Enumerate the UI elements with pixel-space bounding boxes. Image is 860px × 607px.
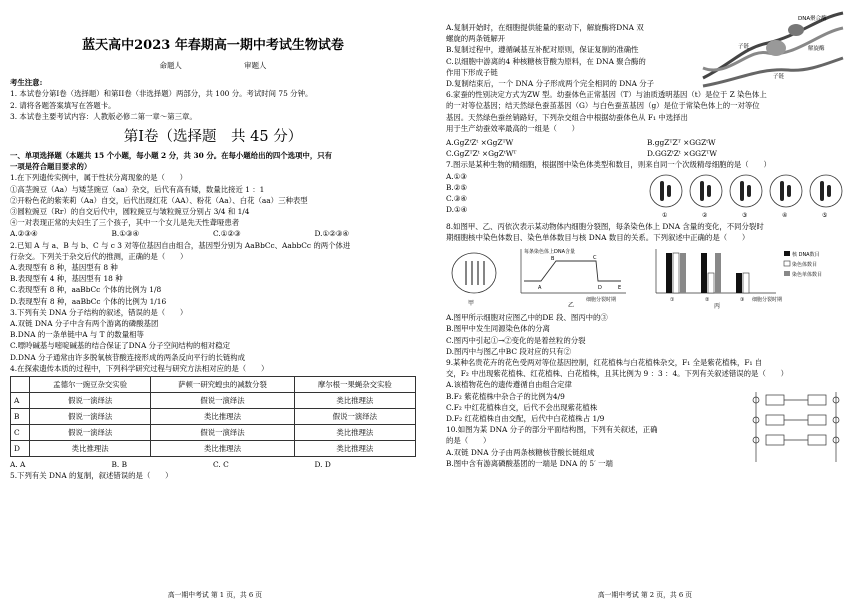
page-footer: 高一期中考试 第 1 页，共 6 页 (167, 590, 263, 599)
table-header-row (11, 377, 416, 393)
exam-title: 蓝天高中2023 年春期高一期中考试生物试卷 (82, 38, 344, 53)
option: A.②③④ (10, 229, 38, 239)
point-label: C (593, 255, 597, 262)
option: D.①②③④ (314, 229, 350, 239)
maker-label: 命题人 (159, 61, 182, 70)
question-line: 3.下列有关 DNA 分子结构的叙述，错误的是（ ） (10, 307, 188, 317)
question-line: ④一对表现正常的夫妇生了三个孩子，其中一个女儿是先天性聋哑患者 (10, 218, 240, 228)
question-line: B.图中含有游离磷酸基团的一端是 DNA 的 5′ 一端 (446, 458, 613, 468)
option: B.图甲中发生同源染色体的分离 (446, 324, 550, 334)
question-line: C.表现型有 8 种，aaBbCc 个体的比例为 1/8 (10, 285, 162, 295)
fig-label: 子链 (738, 44, 750, 50)
question-line: D.DNA 分子通常由许多脱氧核苷酸连接形成的两条反向平行的长链构成 (10, 352, 246, 362)
option: B.②⑤ (446, 182, 468, 192)
table-row (11, 441, 416, 457)
question-line: A.双链 DNA 分子中含有两个游离的磷酸基团 (10, 319, 159, 329)
question-line: A.双链 DNA 分子由两条核糖核苷酸长链组成 (446, 447, 595, 457)
question-line: 4.在探索遗传本质的过程中，下列科学研究过程与研究方法相对应的是（ ） (10, 363, 269, 373)
table-cell: 类比推理法 (151, 409, 294, 425)
fig-label: 丙 (714, 303, 721, 310)
question-line: 5.下列有关 DNA 的复制，叙述错误的是（ ） (10, 471, 173, 481)
option: 作用下形成子链 (446, 67, 498, 77)
sperm-cells-figure (646, 171, 846, 221)
table-header: 萨顿一研究蝗虫的减数分裂 (151, 377, 294, 393)
q7-block (446, 171, 848, 221)
table-cell: 假说一演绎法 (151, 393, 294, 409)
option: D. D (314, 460, 331, 470)
q9-q10-block (446, 357, 848, 469)
question-line: 期细胞核中染色体数目、染色单体数目与核 DNA 数目的关系。下列叙述中正确的是（ ） (446, 232, 750, 242)
question-line: 8.如图甲、乙、丙依次表示某动物体内细胞分裂图，每条染色体上 DNA 含量的变化，不同分裂时 (446, 221, 764, 231)
section-title: 第I卷（选择题 共 45 分） (123, 129, 303, 146)
table-cell: 假说一演绎法 (30, 409, 151, 425)
table-cell: 假说一演绎法 (151, 425, 294, 441)
methods-table (10, 376, 416, 457)
part-heading: 一、单项选择题（本题共 15 个小题，每小题 2 分，共 30 分。在每小题给出的四个选项中，只有 (10, 151, 332, 161)
option: 螺旋的两条链解开 (446, 34, 506, 44)
question-line: 基因。天然绿色蚕丝销路好，下列杂交组合中根据幼蚕体色从 F₁ 中选择出 (446, 112, 688, 122)
option: B. B (111, 460, 128, 470)
question-line: C.F₂ 中红花植株自交，后代不会出现紫花植株 (446, 402, 598, 412)
question-line: 10.如图为某 DNA 分子的部分平面结构图，下列有关叙述，正确 (446, 425, 658, 435)
table-cell: 类比推理法 (151, 441, 294, 457)
question-line: A.该植物花色的遗传遵循自由组合定律 (446, 380, 572, 390)
option: D.图丙中与图乙中BC 段对应的只有② (446, 346, 572, 356)
fig-label: 子链 (773, 74, 785, 80)
question-line: 2.已知 A 与 a、B 与 b、C 与 c 3 对等位基因自由组合，基因型分别为 AaBbCc、AabbCc 的两个体进 (10, 240, 351, 250)
group-label: ③ (740, 297, 745, 304)
fig-label: 解旋酶 (808, 46, 825, 52)
legend-entry: 核 DNA数目 (792, 252, 820, 259)
page-footer: 高一期中考试 第 2 页，共 6 页 (597, 590, 693, 599)
fig-label: DNA聚合酶 (798, 16, 827, 22)
option: C.③④ (446, 194, 467, 204)
notes-heading: 考生注意: (10, 78, 43, 88)
option: C. C (213, 460, 229, 470)
dna-replication-figure (698, 8, 848, 88)
question-line: ③圆粒豌豆（Rr）的自交后代中，圆粒豌豆与皱粒豌豆分别占 3/4 和 1/4 (10, 207, 250, 217)
option: C.图丙中引起①→②变化的是着丝粒的分裂 (446, 335, 586, 345)
point-label: A (538, 285, 542, 292)
option: B.复制过程中，遵循碱基互补配对原则，保证复制的准确性 (446, 45, 639, 55)
table-header: 摩尔根一果蝇杂交实验 (294, 377, 415, 393)
question-line: B.F₂ 紫花植株中杂合子的比例为4/9 (446, 391, 565, 401)
table-row (11, 393, 416, 409)
page-2 (430, 0, 860, 607)
option: C.以细胞中游离的4 种核糖核苷酸为原料，在 DNA 聚合酶的 (446, 56, 646, 66)
question-line: 的是（ ） (446, 436, 491, 446)
table-cell: A (11, 393, 30, 409)
question-line: D.F₂ 红花植株自由交配，后代中白花植株占 1/9 (446, 414, 605, 424)
point-label: D (598, 285, 602, 292)
question-line: B.表现型有 4 种，基因型有 18 种 (10, 274, 123, 284)
cell-division-figure (446, 243, 846, 309)
option: D.GGZᵗZᵗ ×GGZᵀW (647, 149, 717, 159)
fig-label: ② (702, 211, 708, 219)
question-line: 1.在下列遗传实例中，属于性状分离现象的是（ ） (10, 173, 188, 183)
question-line: ①高茎豌豆（Aa）与矮茎豌豆（aa）杂交，后代有高有矮，数量比接近 1 ：1 (10, 184, 265, 194)
fig-label: ⑤ (822, 211, 828, 219)
question-line: 6.家蚕的性别决定方式为ZW 型。幼蚕体色正常基因（T）与油质透明基因（t）是位于 Z 染色体上 (446, 90, 767, 100)
option: D.复制结束后，一个 DNA 分子形成两个完全相同的 DNA 分子 (446, 79, 655, 89)
option: C.GgZᵀZᵗ ×GgZᵗWᵀ (446, 149, 517, 159)
fig-label: ③ (742, 211, 748, 219)
note-line: 1. 本试卷分第I卷（选择题）和第II卷（非选择题）两部分，共 100 分。考试时间 75 分钟。 (10, 89, 313, 99)
table-cell: 假说一演绎法 (294, 409, 415, 425)
fig-label: 细胞分裂时期 (752, 297, 783, 304)
group-label: ② (705, 297, 710, 304)
fig-label: ④ (782, 211, 788, 219)
point-label: B (551, 256, 555, 263)
table-cell: 假说一演绎法 (30, 425, 151, 441)
table-cell: 类比推理法 (294, 425, 415, 441)
option: A.复制开始时，在细胞提供能量的驱动下，解旋酶将DNA 双 (446, 23, 644, 32)
question-line: 交，F₂ 中出现紫花植株、红花植株、白花植株，且其比例为 9 ：3 ：4。下列有关叙述错误的是（ ） (446, 369, 789, 379)
option: A. A (10, 460, 26, 470)
fig-label: ① (662, 211, 668, 219)
fig-label: 甲 (468, 300, 475, 308)
fig-label: 每条染色体上DNA含量 (524, 249, 576, 256)
table-row (11, 425, 416, 441)
table-header (11, 377, 30, 393)
table-row (11, 409, 416, 425)
table-cell: B (11, 409, 30, 425)
question-line: ②开粉色花的紫茉莉（Aa）自交，后代出现红花（AA）、粉花（Aa）、白花（aa）三种表型 (10, 195, 308, 205)
option: B.ggZᵀZᵀ ×GGZᵗW (647, 138, 716, 148)
table-cell: 类比推理法 (294, 441, 415, 457)
question-line: 7.图示是某种生物的精细胞，根据图中染色体类型和数目，则来自同一个次级精母细胞的是（ ） (446, 160, 771, 170)
option: D.①④ (446, 205, 468, 215)
table-cell: C (11, 425, 30, 441)
question-line: C.嘌呤碱基与嘧啶碱基的结合保证了DNA 分子空间结构的相对稳定 (10, 341, 230, 351)
option: A.GgZᵗZᵗ ×GgZᵀW (446, 138, 514, 148)
question-line: 行杂交。下列关于杂交后代的推测，正确的是（ ） (10, 251, 188, 261)
part-heading-cont: 一项是符合题目要求的） (10, 162, 92, 172)
fig-label: 乙 (568, 302, 575, 310)
question-line: 的一对等位基因；结天然绿色蚕茧基因（G）与白色蚕茧基因（g）是位于常染色体上的一对等位 (446, 101, 760, 111)
legend-entry: 染色体数目 (792, 262, 818, 269)
option: B.①③④ (111, 229, 140, 239)
question-line: D.表现型有 8 种，aaBbCc 个体的比例为 1/16 (10, 296, 167, 306)
table-cell: D (11, 441, 30, 457)
question-line: A.表现型有 8 种，基因型有 8 种 (10, 263, 118, 273)
question-line: 9.某种名贵花卉的花色受两对等位基因控制，红花植株与白花植株杂交，F₁ 全是紫花植株，F₁ 自 (446, 358, 763, 368)
reviewer-label: 审题人 (244, 61, 267, 70)
question-line: 用于生产幼蚕效率最高的一组是（ ） (446, 123, 580, 133)
option: C.①②③ (213, 229, 241, 239)
table-cell: 类比推理法 (294, 393, 415, 409)
q6-options (446, 148, 848, 159)
table-cell: 类比推理法 (30, 441, 151, 457)
dna-structure-figure (746, 387, 846, 467)
q6-options (446, 137, 848, 148)
q1-options (10, 228, 416, 239)
q4-options (10, 459, 416, 470)
fig-label: 细胞分裂时期 (586, 297, 617, 304)
question-line: B.DNA 的一条单链中A 与 T 的数量相等 (10, 330, 144, 340)
q5-block (446, 16, 848, 89)
option: A.图甲所示细胞对应图乙中的DE 段、图丙中的③ (446, 313, 608, 323)
table-header: 孟德尔一豌豆杂交实验 (30, 377, 151, 393)
makers-line (10, 60, 416, 71)
note-line: 3. 本试卷主要考试内容：人教版必修二第一章～第三章。 (10, 111, 197, 121)
option: A.①③ (446, 171, 467, 181)
point-label: E (618, 285, 622, 292)
group-label: ① (670, 297, 675, 304)
note-line: 2. 请将各题答案填写在答题卡。 (10, 100, 116, 110)
table-cell: 假说一演绎法 (30, 393, 151, 409)
legend-entry: 染色单体数目 (792, 272, 823, 279)
